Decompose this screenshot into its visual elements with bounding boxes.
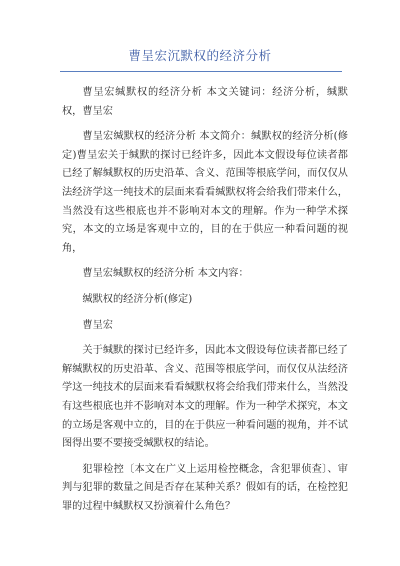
paragraph-subtitle: 缄默权的经济分析(修定) [82,293,193,305]
paragraph-summary: 曹呈宏缄默权的经济分析 本文简介：缄默权的经济分析(修定)曹呈宏关于缄默的探讨已经许多，因此本文假设每位读者都已经了解缄默权的历史沿革、含义、范围等根底学问，而仅仅从法经济学这一纯技术的层面来看看缄默权将会给我们带来什么，当然没有这些根底也并不影响对本文的理解。作为一种学术探究，本文的立场是客观中立的，目的在于供应一种看问题的视角， [62,131,348,254]
paragraph-question: 犯罪检控〔本文在广义上运用检控概念，含犯罪侦查〕、审判与犯罪的数量之间是否存在某种关系？假如有的话，在检控犯罪的过程中缄默权又扮演着什么角色？ [62,463,348,512]
paragraph-intro: 关于缄默的探讨已经许多，因此本文假设每位读者都已经了解缄默权的历史沿革、含义、范围等根底学问，而仅仅从法经济学这一纯技术的层面来看看缄默权将会给我们带来什么，当然没有这些根底也并不影响对本文的理解。作为一种学术探究，本文的立场是客观中立的，目的在于供应一种看问题的视角，并不试图得出要不要接受缄默权的结论。 [62,345,348,450]
title-divider [60,71,342,72]
paragraph-keywords: 曹呈宏缄默权的经济分析 本文关键词：经济分析，缄默权，曹呈宏 [62,87,348,117]
document-title: 曹呈宏沉默权的经济分析 [128,48,272,63]
paragraph-content-label: 曹呈宏缄默权的经济分析 本文内容： [82,268,249,280]
paragraph-author: 曹呈宏 [82,319,113,331]
document-body [62,84,348,523]
